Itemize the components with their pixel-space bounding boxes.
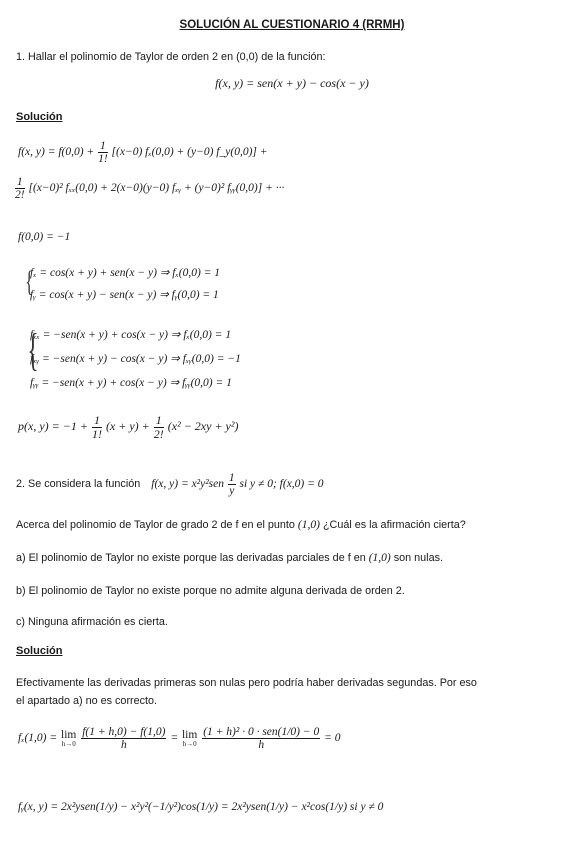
second-derivative-fxy: fₓᵧ = −sen(x + y) − cos(x − y) ⇒ fₓᵧ(0,0) = −1 <box>30 353 241 365</box>
solution-1-heading: Solución <box>16 111 63 123</box>
option-c: c) Ninguna afirmación es cierta. <box>16 616 168 628</box>
explanation-line-1: Efectivamente las derivadas primeras son nulas pero podría haber derivadas segundas. Por eso <box>16 677 477 689</box>
brace-first-derivatives: { <box>25 265 34 298</box>
solution-2-heading: Solución <box>16 645 63 657</box>
question-1-statement: 1. Hallar el polinomio de Taylor de orden 2 en (0,0) de la función: <box>16 51 326 63</box>
option-b: b) El polinomio de Taylor no existe porque no admite alguna derivada de orden 2. <box>16 585 405 597</box>
question-2-function: f(x, y) = x²y²sen $\frac{1}{y}$ si y ≠ 0; f(x,0) = 0 <box>151 472 324 498</box>
fraction-1-over-1-factorial: $\frac{1}{1!}$ <box>98 140 108 166</box>
second-derivative-fxx: fₓₓ = −sen(x + y) + cos(x − y) ⇒ fₓ(0,0) = 1 <box>30 329 232 341</box>
fraction-1-over-2-factorial: $\frac{1}{2!}$ <box>15 176 25 202</box>
first-derivative-fx: fₓ = cos(x + y) + sen(x − y) ⇒ fₓ(0,0) = 1 <box>30 267 221 279</box>
question-2-prompt: Acerca del polinomio de Taylor de grado 2 de f en el punto (1,0) ¿Cuál es la afirmación cierta? <box>16 519 466 531</box>
second-derivative-fyy: fᵧᵧ = −sen(x + y) + cos(x − y) ⇒ fᵧᵧ(0,0) = 1 <box>30 377 232 389</box>
taylor-expansion-line-2: $\frac{1}{2!}$ [(x−0)² fₓₓ(0,0) + 2(x−0)(y−0) fₓᵧ + (y−0)² fᵧᵧ(0,0)] + ··· <box>15 176 285 202</box>
question-2-statement: 2. Se considera la función f(x, y) = x²y²sen $\frac{1}{y}$ si y ≠ 0; f(x,0) = 0 <box>16 472 324 498</box>
taylor-polynomial-result: p(x, y) = −1 + $\frac{1}{1!}$ (x + y) + $\frac{1}{2!}$ (x² − 2xy + y²) <box>18 413 239 441</box>
partial-derivative-fx-limit: fₓ(1,0) = lim h→0 $\frac{f(1 + h,0) - f(1,0)}{h}$ = lim h→0 $\frac{\text{(1 + h)² · 0 · sen(1/0) − 0}}{h}$ = 0 <box>18 726 341 752</box>
partial-derivative-fy: fᵧ(x, y) = 2x²ysen(1/y) − x²y²(−1/y²)cos(1/y) = 2x²ysen(1/y) − x²cos(1/y) si y ≠ 0 <box>18 801 384 813</box>
value-f00: f(0,0) = −1 <box>18 231 71 243</box>
first-derivative-fy: fᵧ = cos(x + y) − sen(x − y) ⇒ fᵧ(0,0) = 1 <box>30 289 219 301</box>
page-title: SOLUCIÓN AL CUESTIONARIO 4 (RRMH) <box>179 19 405 31</box>
brace-second-derivatives: { <box>27 324 39 375</box>
question-1-function: f(x, y) = sen(x + y) − cos(x − y) <box>215 76 369 90</box>
explanation-line-2: el apartado a) no es correcto. <box>16 695 158 707</box>
taylor-expansion-line-1: f(x, y) = f(0,0) + $\frac{1}{1!}$ [(x−0) fₓ(0,0) + (y−0) f_y(0,0)] + <box>18 140 268 166</box>
option-a: a) El polinomio de Taylor no existe porque las derivadas parciales de f en (1,0) son nulas. <box>16 552 443 564</box>
